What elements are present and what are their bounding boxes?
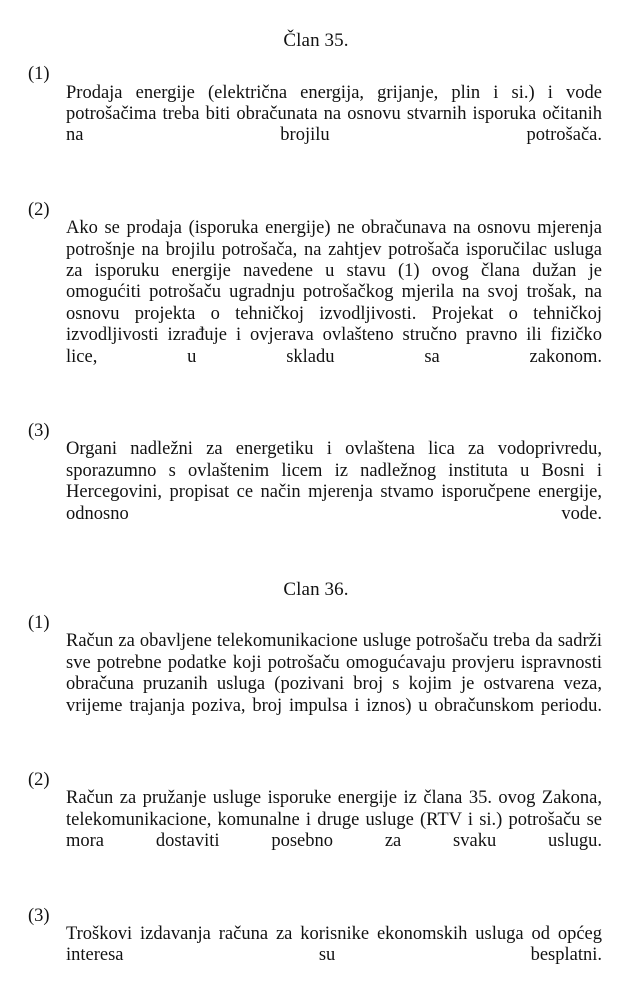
article-section-35 bbox=[28, 30, 604, 565]
clause-35-1 bbox=[28, 64, 604, 187]
clause-text: Račun za obavljene telekomunikacione usluge potrošaču treba da sadrži sve potrebne podatke koji potrošaču omogućavaju provjeru ispravnosti obračuna pruzanih usluga (pozivani broj s kojim je ostvarena veza, vrijeme trajanja poziva, broj impulsa i iznos) u obračunskom periodu. bbox=[66, 631, 602, 716]
clause-text: Prodaja energije (električna energija, grijanje, plin i si.) i vode potrošačima treba biti obračunata na osnovu stvarnih isporuka očitanih na brojilu potrošača. bbox=[66, 82, 602, 146]
article-heading-36: Clan 36. bbox=[283, 578, 349, 600]
clause-marker: (2) bbox=[28, 199, 50, 220]
clause-36-1 bbox=[28, 613, 604, 757]
article-section-36 bbox=[28, 579, 604, 1007]
clause-35-2 bbox=[28, 200, 604, 408]
clause-marker: (2) bbox=[28, 769, 50, 790]
clause-marker: (3) bbox=[28, 905, 50, 926]
clause-marker: (3) bbox=[28, 420, 50, 441]
clause-text: Troškovi izdavanja računa za korisnike ekonomskih usluga od općeg interesa su besplatni. bbox=[66, 924, 602, 966]
clause-35-3 bbox=[28, 421, 604, 565]
clause-marker: (1) bbox=[28, 612, 50, 633]
clause-36-3 bbox=[28, 906, 604, 1007]
article-heading-35: Član 35. bbox=[283, 30, 349, 51]
clause-36-2 bbox=[28, 770, 604, 893]
clause-marker: (1) bbox=[28, 64, 50, 84]
clause-text: Račun za pružanje usluge isporuke energije iz člana 35. ovog Zakona, telekomunikacione, komunalne i druge usluge (RTV i si.) potrošaču se mora dostaviti posebno za svaku uslugu. bbox=[66, 788, 602, 852]
clause-text: Organi nadležni za energetiku i ovlaštena lica za vodoprivredu, sporazumno s ovlaštenim licem iz nadležnog instituta u Bosni i Hercegovini, propisat ce način mjerenja stvamo isporučpene energije, odnosno vode. bbox=[66, 439, 602, 524]
clause-text: Ako se prodaja (isporuka energije) ne obračunava na osnovu mjerenja potrošnje na brojilu potrošača, na zahtjev potrošača isporučilac usluga za isporuku energije navedene u stavu (1) ovog člana dužan je omogućiti potrošaču ugradnju potrošačkog mjerila na svoj trošak, na osnovu projekta o tehničkoj izvodljivosti. Projekat o tehničkoj izvodljivosti izrađuje i ovjerava ovlašteno stručno pravno ili fizičko lice, u skladu sa zakonom. bbox=[66, 218, 602, 367]
